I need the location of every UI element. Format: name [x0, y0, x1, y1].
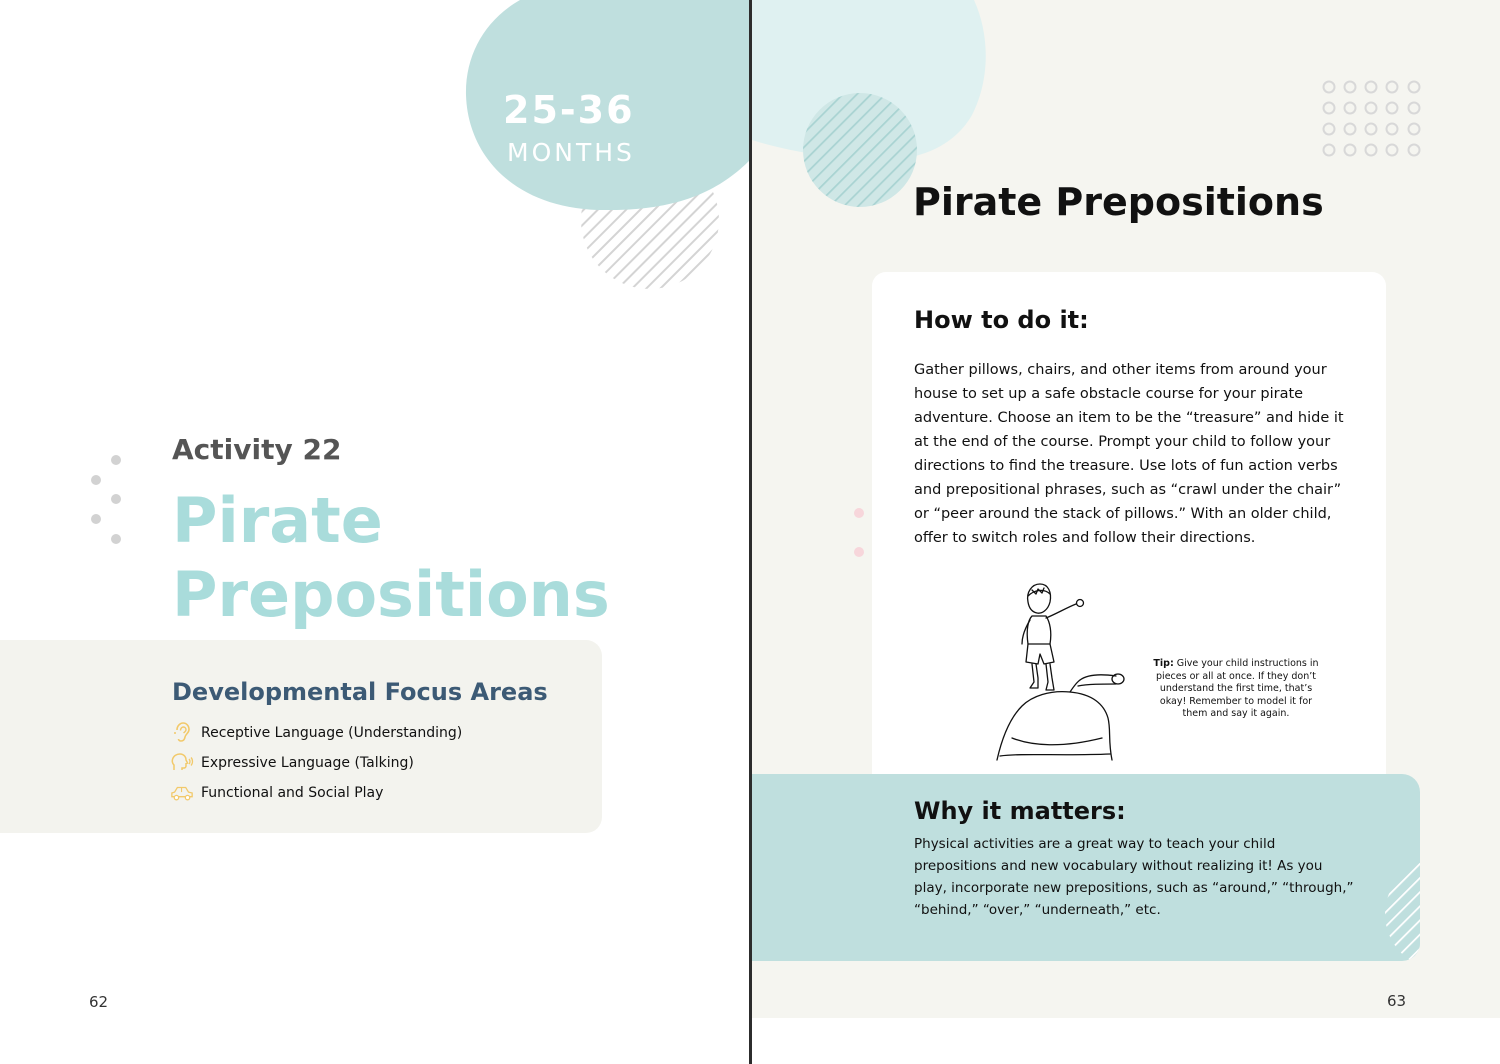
- hatched-circle: [803, 93, 917, 207]
- hatched-accent: [1382, 844, 1420, 961]
- speaking-head-icon: [170, 751, 194, 775]
- focus-area-label: Functional and Social Play: [201, 785, 384, 801]
- tip-label: Tip:: [1153, 658, 1174, 669]
- focus-area-item: [170, 748, 462, 778]
- how-to-body: Gather pillows, chairs, and other items from around your house to set up a safe obstacle course for your pirate adventure. Choose an item to be the “treasure” and hide it at the end of the course. Prompt your child to follow your directions to find the treasure. Use lots of fun action verbs and prepositional phrases, such as “crawl under the chair” or “peer around the stack of pillows.” With an older child, offer to switch roles and follow their directions.: [914, 362, 1344, 546]
- focus-area-item: [170, 778, 462, 808]
- tip-note: [1150, 658, 1322, 721]
- focus-area-label: Expressive Language (Talking): [201, 755, 414, 771]
- activity-label: Activity 22: [172, 433, 342, 466]
- ear-icon: [170, 721, 194, 745]
- page-number-right: 63: [1387, 992, 1407, 1010]
- why-it-matters-body: Physical activities are a great way to teach your child prepositions and new vocabulary without realizing it! As you play, incorporate new prepositions, such as “around,” “through,” “behind,” “over,” “underneath,” etc.: [914, 836, 1354, 918]
- tip-text: Give your child instructions in pieces or all at once. If they don’t understand the first time, that’s okay! Remember to model it for them and say it again.: [1156, 658, 1319, 719]
- child-on-rock-illustration: [992, 578, 1142, 768]
- decorative-pink-dots: [852, 506, 866, 560]
- how-to-heading: How to do it:: [914, 306, 1089, 334]
- decorative-dot-grid: [1320, 79, 1424, 161]
- age-unit: MONTHS: [507, 138, 635, 167]
- page-number-left: 62: [89, 993, 109, 1011]
- focus-area-item: [170, 718, 462, 748]
- age-range: 25-36: [503, 88, 635, 132]
- right-page: [752, 0, 1500, 1064]
- toy-car-icon: [170, 781, 194, 805]
- activity-title-right: Pirate Prepositions: [913, 180, 1324, 224]
- activity-title: Pirate Prepositions: [172, 484, 610, 631]
- focus-areas-list: [170, 718, 462, 808]
- focus-areas-heading: Developmental Focus Areas: [172, 678, 548, 706]
- why-it-matters-heading: Why it matters:: [914, 797, 1126, 825]
- age-badge-blob: [0, 0, 750, 300]
- focus-area-label: Receptive Language (Understanding): [201, 725, 463, 741]
- decorative-dots: [88, 452, 128, 552]
